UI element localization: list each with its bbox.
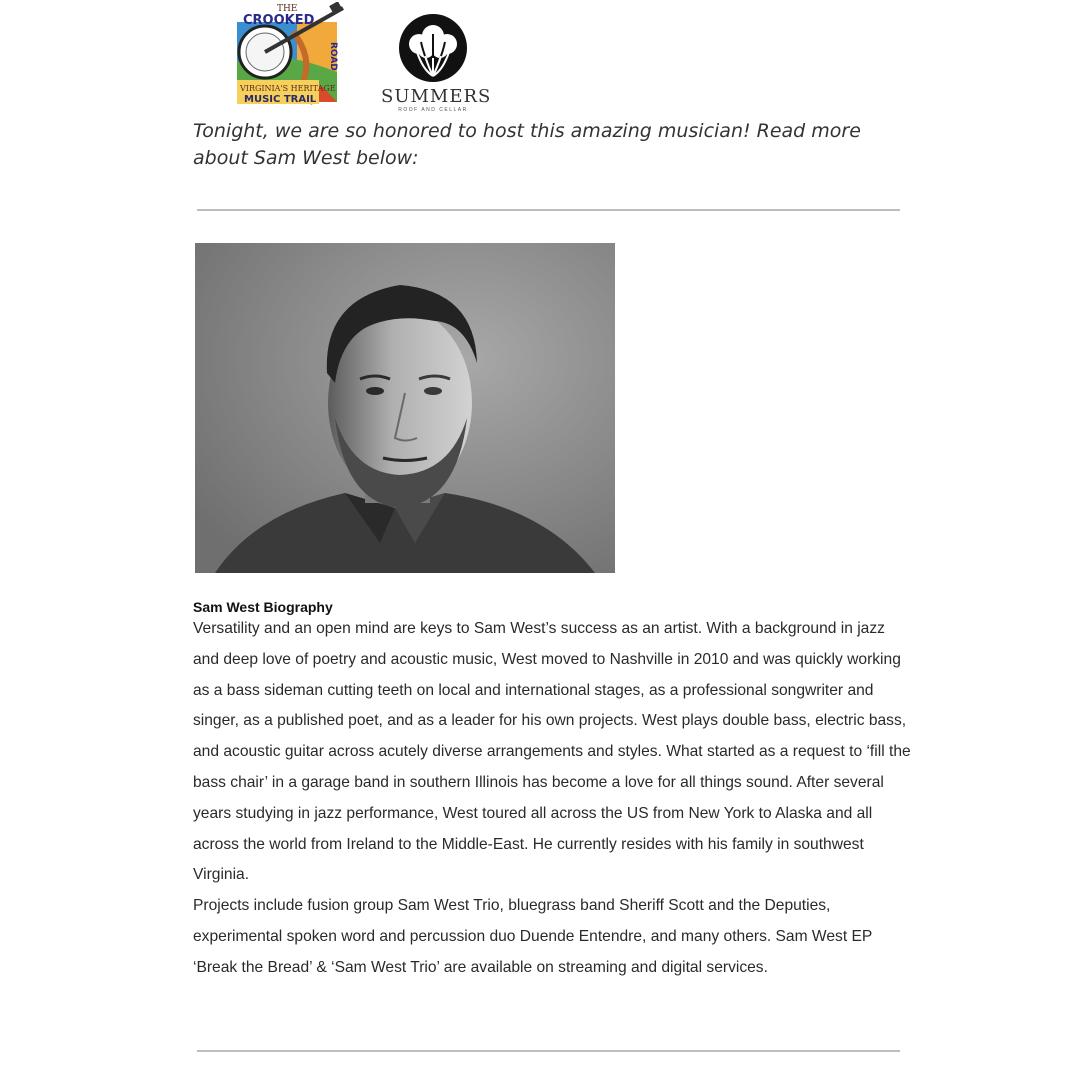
intro-text: Tonight, we are so honored to host this amazing musician! Read more about Sam West below: [193,120,861,169]
tree-icon [381,12,485,84]
logo-road: ROAD [328,42,338,71]
bio-paragraph-1: Versatility and an open mind are keys to Sam West’s success as an artist. With a background in jazz and deep love of poetry and acoustic music, West moved to Nashville in 2010 and was quickly working as a bass sideman cutting teeth on local and international stages, as a professional songwriter and singer, as a published poet, and as a leader for his own projects. West plays double bass, electric bass, and acoustic guitar across acutely diverse arrangements and styles. What started as a request to ‘fill the bass chair’ in a garage band in southern Illinois has become a love for all things sound. After several years studying in jazz performance, West toured all across the US from New York to Alaska and all across the world from Ireland to the Middle-East. He currently resides with his family in southwest Virginia. [193,620,911,884]
divider-bottom [197,1050,900,1052]
summers-tagline: ROOF AND CELLAR [398,107,468,113]
crooked-road-logo [233,2,345,106]
crooked-road-emblem [233,2,345,106]
logo-crooked: CROOKED [243,13,315,28]
summers-logo [381,12,492,114]
logo-line1: VIRGINIA'S HERITAGE [240,84,336,93]
logo-the: THE [277,4,298,14]
summers-name: SUMMERS [381,86,492,107]
portrait-photo [195,243,615,573]
logo-line2: MUSIC TRAIL [244,94,317,105]
portrait-image [195,243,615,573]
bio-paragraph-2: Projects include fusion group Sam West Trio, bluegrass band Sheriff Scott and the Deputies, experimental spoken word and percussion duo Duende Entendre, and many others. Sam West EP ‘Break the Bread’ & ‘Sam West Trio’ are available on streaming and digital services. [193,897,873,976]
bio-body [193,614,913,984]
divider-top [197,209,900,211]
bio-title: Sam West Biography [193,599,333,615]
